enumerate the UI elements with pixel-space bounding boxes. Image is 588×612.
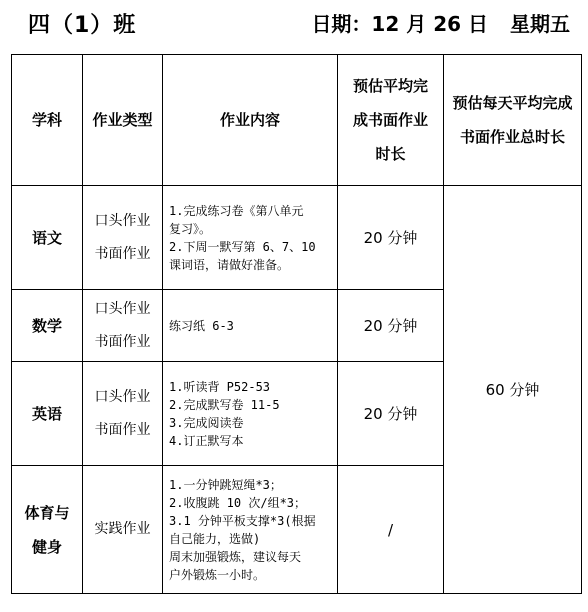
time-cell: /: [338, 466, 444, 594]
subject-cell: [12, 466, 83, 594]
content-line: 2.下周一默写第 6、7、10: [169, 239, 316, 254]
content-cell: [163, 362, 338, 466]
header-time-line: 成书面作业: [352, 111, 428, 129]
content-line: 1.听读背 P52-53: [169, 379, 271, 394]
time-cell: 20 分钟: [338, 290, 444, 362]
subject-line: 体育与: [24, 503, 70, 522]
header-time-line: 时长: [375, 145, 406, 163]
header-subject: 学科: [12, 55, 83, 186]
weekday-text: 星期五: [510, 12, 570, 36]
subject-cell: 语文: [12, 186, 83, 290]
header-total-line: 预估每天平均完成: [452, 94, 573, 112]
time-cell: 20 分钟: [338, 362, 444, 466]
type-cell: [83, 466, 163, 594]
content-cell: [163, 290, 338, 362]
type-label: 口头作业: [94, 388, 151, 405]
type-label: 书面作业: [94, 333, 151, 350]
content-line: 练习纸 6-3: [169, 318, 234, 333]
date-text: 日期：12 月 26 日: [311, 12, 488, 36]
content-line: 3.1 分钟平板支撑*3(根据: [169, 513, 316, 528]
content-line: 2.完成默写卷 11-5: [169, 397, 280, 412]
type-label: 口头作业: [94, 300, 151, 317]
content-cell: [163, 466, 338, 594]
header-content: 作业内容: [163, 55, 338, 186]
content-line: 自己能力，选做): [169, 531, 261, 546]
header-total-line: 书面作业总时长: [459, 128, 565, 146]
type-label: 书面作业: [94, 245, 151, 262]
content-line: 复习》。: [169, 221, 212, 236]
date-line: [311, 8, 570, 37]
class-title: 四（1）班: [28, 13, 137, 38]
total-time-cell: 60 分钟: [444, 186, 582, 594]
header-total: [444, 55, 582, 186]
type-cell: [83, 290, 163, 362]
type-label: 实践作业: [94, 521, 151, 537]
content-line: 2.收腹跳 10 次/组*3；: [169, 495, 307, 510]
type-cell: [83, 362, 163, 466]
subject-cell: 数学: [12, 290, 83, 362]
header-type: 作业类型: [83, 55, 163, 186]
header-time-line: 预估平均完: [352, 77, 428, 95]
content-cell: [163, 186, 338, 290]
content-line: 3.完成阅读卷: [169, 415, 244, 430]
type-cell: [83, 186, 163, 290]
type-label: 书面作业: [94, 421, 151, 438]
homework-table: [11, 54, 582, 594]
type-label: 口头作业: [94, 212, 151, 229]
subject-cell: 英语: [12, 362, 83, 466]
time-cell: 20 分钟: [338, 186, 444, 290]
content-line: 1.完成练习卷《第八单元: [169, 203, 304, 218]
content-line: 周末加强锻炼，建议每天: [169, 549, 302, 564]
page-header: [0, 8, 588, 38]
table-header-row: [12, 55, 582, 186]
content-line: 1.一分钟跳短绳*3；: [169, 477, 282, 492]
content-line: 户外锻炼一小时。: [169, 567, 266, 582]
subject-line: 健身: [31, 537, 62, 556]
table-row: [12, 186, 582, 290]
content-line: 课词语，请做好准备。: [169, 257, 290, 272]
header-time: [338, 55, 444, 186]
content-line: 4.订正默写本: [169, 433, 244, 448]
